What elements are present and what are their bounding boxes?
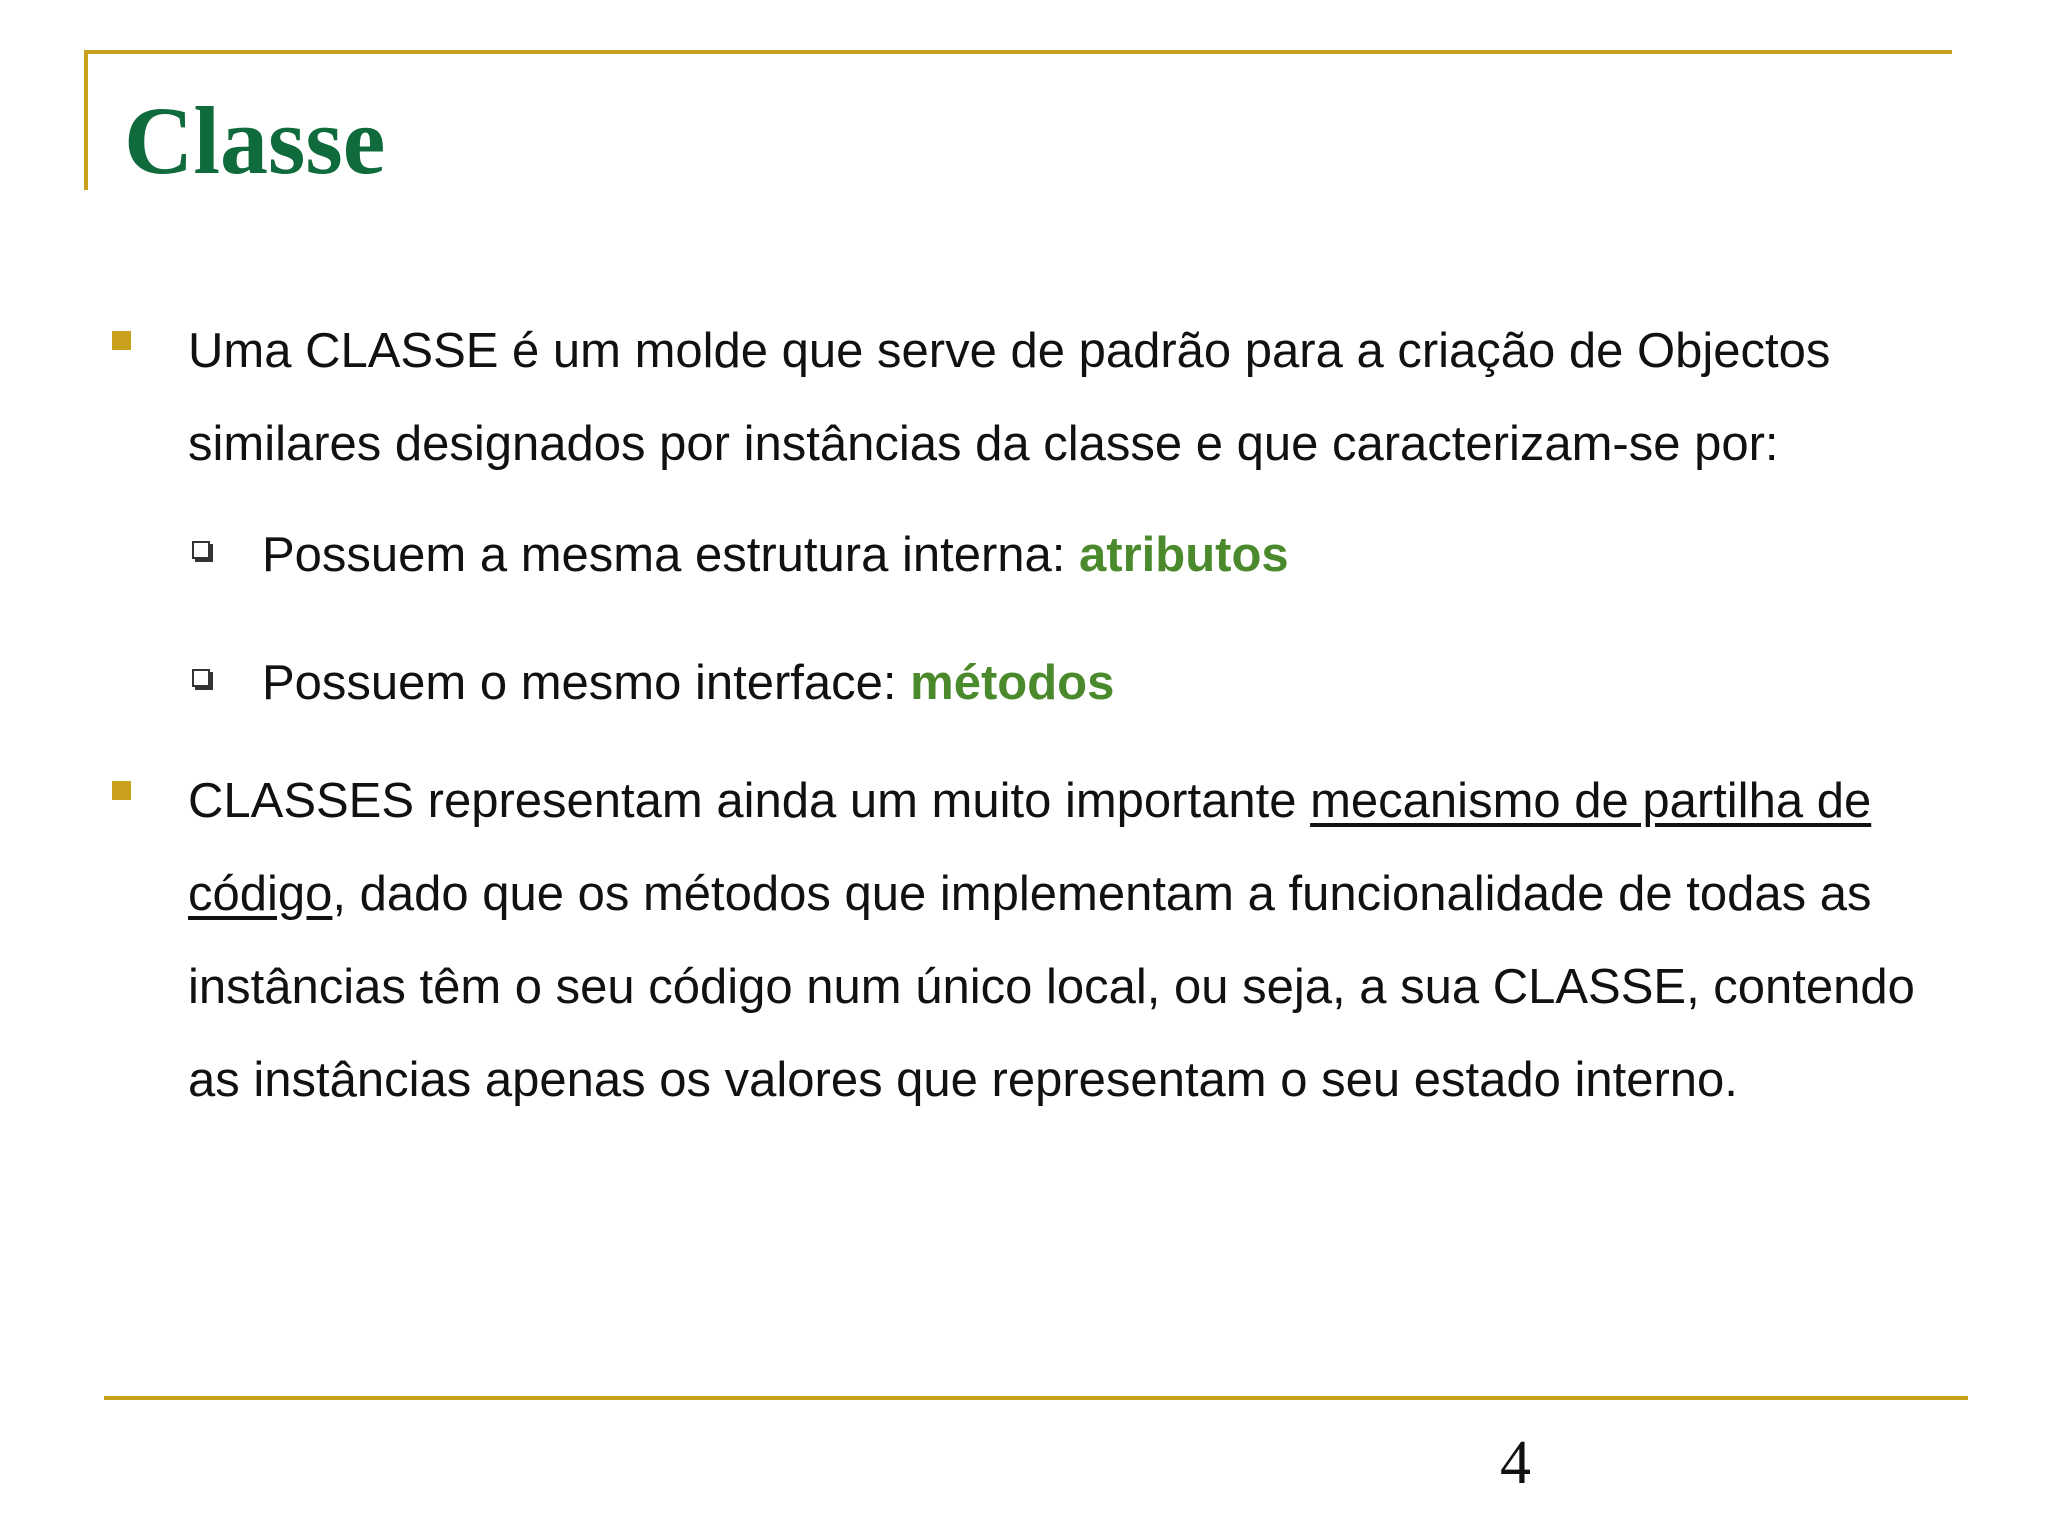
left-frame-line <box>84 50 88 190</box>
hollow-square-bullet-icon <box>192 669 210 687</box>
underlined-phrase: mecanismo de partilha de código <box>188 774 1872 921</box>
sub-bullet-text: Possuem a mesma estrutura interna: <box>262 528 1080 582</box>
slide-title: Classe <box>124 87 386 194</box>
bottom-frame-line <box>104 1396 1968 1400</box>
bullet-text-prefix: CLASSES representam ainda um muito importante <box>188 774 1311 828</box>
slide-content <box>110 305 1970 1127</box>
square-bullet-icon <box>112 781 131 800</box>
sub-bullet-text: Possuem o mesmo interface: <box>262 656 911 710</box>
sub-bullet-list <box>110 525 1970 713</box>
sub-bullet-methods <box>110 653 1970 713</box>
keyword-metodos: métodos <box>910 656 1115 710</box>
hollow-square-bullet-icon <box>192 541 210 559</box>
bullet-class-definition <box>110 305 1970 491</box>
bullet-text: Uma CLASSE é um molde que serve de padrão para a criação de Objectos similares designados por instâncias da classe e que caracterizam-se por: <box>188 324 1831 471</box>
square-bullet-icon <box>112 331 131 350</box>
sub-bullet-attributes <box>110 525 1970 585</box>
page-number: 4 <box>1500 1429 1531 1497</box>
top-frame-line <box>84 50 1952 54</box>
keyword-atributos: atributos <box>1079 528 1289 582</box>
bullet-code-sharing <box>110 755 1970 1127</box>
bullet-text-suffix: , dado que os métodos que implementam a funcionalidade de todas as instâncias têm o seu código num único local, ou seja, a sua CLASSE, contendo as instâncias apenas os valores que representam o seu estado interno. <box>188 867 1915 1107</box>
